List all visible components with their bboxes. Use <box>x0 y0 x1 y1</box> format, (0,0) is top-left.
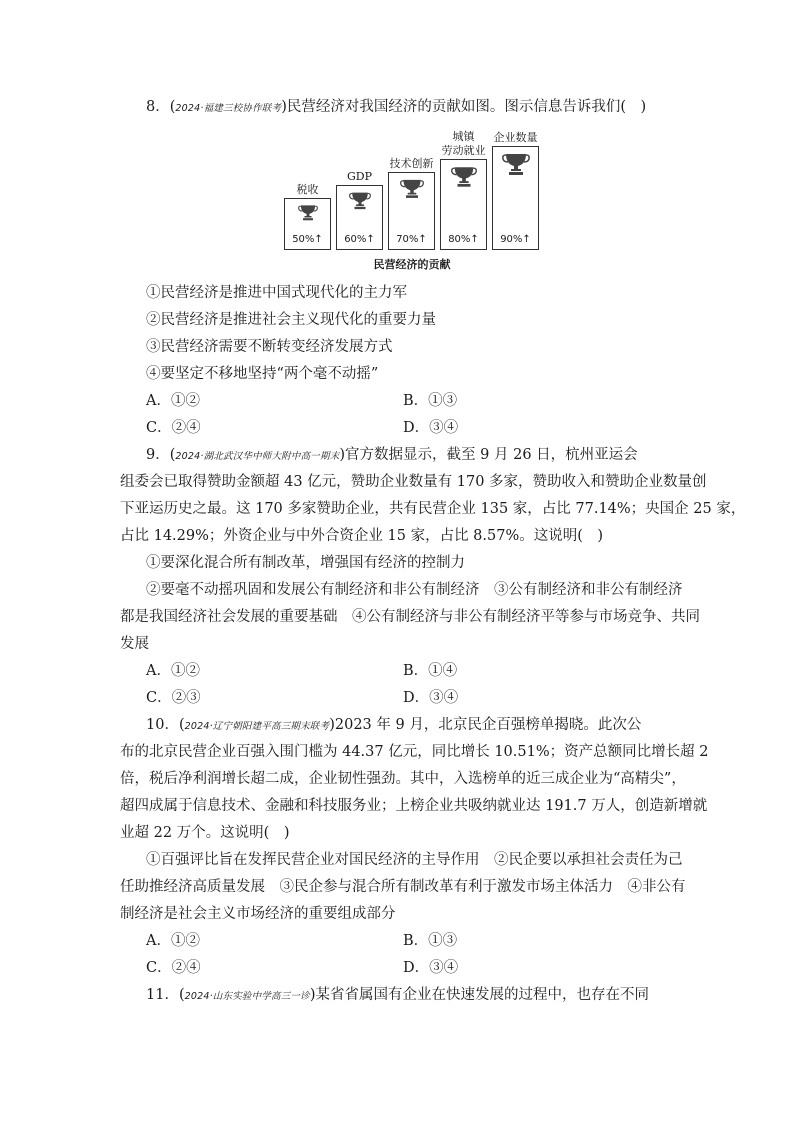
figure-bar-5 <box>492 146 539 250</box>
q10-option-b[interactable]: B．①③ <box>403 933 458 949</box>
q10-option-a[interactable]: A．①② <box>146 933 200 949</box>
q11-source: 2024·山东实验中学高三一诊 <box>184 991 310 1002</box>
q11-stem-line-1 <box>146 985 649 1007</box>
q8-option-c[interactable]: C．②④ <box>146 420 201 436</box>
figure-bar-2 <box>336 185 383 250</box>
trophy-icon <box>349 191 371 210</box>
q10-number: 10．( <box>146 717 185 733</box>
q8-stem-text: )民营经济对我国经济的贡献如图。图示信息告诉我们( ) <box>281 99 647 115</box>
figure-bar-3 <box>388 172 435 250</box>
q8-source: 2024·福建三校协作联考 <box>175 103 282 114</box>
q10-item-line-3: 制经济是社会主义市场经济的重要组成部分 <box>120 906 396 922</box>
q9-source: 2024·湖北武汉华中师大附中高一期末 <box>175 451 340 462</box>
q10-option-d[interactable]: D．③④ <box>403 960 459 976</box>
q9-stem-line-4: 占比 14.29%；外资企业与中外合资企业 15 家，占比 8.57%。这说明( ) <box>120 528 604 544</box>
q9-stem-line-2: 组委会已取得赞助金额超 43 亿元，赞助企业数量有 170 多家，赞助收入和赞助企业数量创 <box>120 474 707 490</box>
q11-number: 11．( <box>146 987 185 1003</box>
q10-source: 2024·辽宁朝阳建平高三期末联考 <box>184 721 330 732</box>
figure-bar-label: 税收 <box>296 183 319 196</box>
q8-option-b[interactable]: B．①③ <box>403 393 458 409</box>
q9-option-a[interactable]: A．①② <box>146 663 200 679</box>
q10-item-line-2: 任助推经济高质量发展 ③民企参与混合所有制改革有利于激发市场主体活力 ④非公有 <box>120 879 686 895</box>
q8-item-3: ③民营经济需要不断转变经济发展方式 <box>146 339 393 355</box>
q10-item-line-1: ①百强评比旨在发挥民营企业对国民经济的主导作用 ②民企要以承担社会责任为己 <box>146 852 683 868</box>
q8-option-d[interactable]: D．③④ <box>403 420 459 436</box>
q10-stem-line-2: 布的北京民营企业百强入围门槛为 44.37 亿元，同比增长 10.51%；资产总额同比增长超 2 <box>120 744 709 760</box>
q10-stem-line-4: 超四成属于信息技术、金融和科技服务业；上榜企业共吸纳就业达 191.7 万人，创造新增就 <box>120 798 708 814</box>
q8-stem <box>146 97 646 119</box>
q9-item-line-3: 都是我国经济社会发展的重要基础 ④公有制经济与非公有制经济平等参与市场竞争、共同 <box>120 609 700 625</box>
q9-item-line-1: ①要深化混合所有制改革，增强国有经济的控制力 <box>146 555 465 571</box>
q9-item-line-4: 发展 <box>120 636 149 652</box>
figure-bar-pct: 70%↑ <box>396 234 427 245</box>
trophy-icon <box>501 152 530 176</box>
figure-caption: 民营经济的贡献 <box>373 258 451 271</box>
q8-option-a[interactable]: A．①② <box>146 393 200 409</box>
q8-item-1: ①民营经济是推进中国式现代化的主力军 <box>146 285 407 301</box>
figure-bar-label: 技术创新 <box>389 157 434 170</box>
q10-stem-line-1 <box>146 715 641 737</box>
q8-number: 8．( <box>146 99 176 115</box>
figure-bar-label: GDP <box>346 170 372 183</box>
q8-item-4: ④要坚定不移地坚持“两个毫不动摇” <box>146 366 379 382</box>
trophy-icon <box>451 165 477 188</box>
q9-stem-line-1 <box>146 445 638 467</box>
figure-bar-label: 企业数量 <box>493 131 538 144</box>
q9-option-b[interactable]: B．①④ <box>403 663 458 679</box>
figure-bar-label: 城镇 劳动就业 <box>441 130 486 157</box>
contribution-figure <box>282 124 542 274</box>
figure-bar-4 <box>440 159 487 250</box>
q10-option-c[interactable]: C．②④ <box>146 960 201 976</box>
figure-bar-pct: 90%↑ <box>500 234 531 245</box>
q11-stem-text-1: )某省省属国有企业在快速发展的过程中，也存在不同 <box>309 987 649 1003</box>
q10-stem-line-5: 业超 22 万个。这说明( ) <box>120 825 290 841</box>
q9-stem-text-1: )官方数据显示，截至 9 月 26 日，杭州亚运会 <box>339 447 638 463</box>
q10-stem-text-1: )2023 年 9 月，北京民企百强榜单揭晓。此次公 <box>329 717 642 733</box>
q9-item-line-2: ②要毫不动摇巩固和发展公有制经济和非公有制经济 ③公有制经济和非公有制经济 <box>146 582 683 598</box>
figure-bar-pct: 50%↑ <box>292 234 323 245</box>
q9-stem-line-3: 下亚运历史之最。这 170 多家赞助企业，共有民营企业 135 家，占比 77.14%；央国企 25 家， <box>120 501 746 517</box>
figure-bar-1 <box>284 198 331 250</box>
figure-bar-pct: 60%↑ <box>344 234 375 245</box>
q9-number: 9．( <box>146 447 176 463</box>
q8-item-2: ②民营经济是推进社会主义现代化的重要力量 <box>146 312 436 328</box>
trophy-icon <box>298 204 318 221</box>
figure-bar-pct: 80%↑ <box>448 234 479 245</box>
trophy-icon <box>400 178 424 199</box>
q9-option-c[interactable]: C．②③ <box>146 690 201 706</box>
q10-stem-line-3: 倍，税后净利润增长超二成，企业韧性强劲。其中，入选榜单的近三成企业为“高精尖”， <box>120 771 686 787</box>
q9-option-d[interactable]: D．③④ <box>403 690 459 706</box>
